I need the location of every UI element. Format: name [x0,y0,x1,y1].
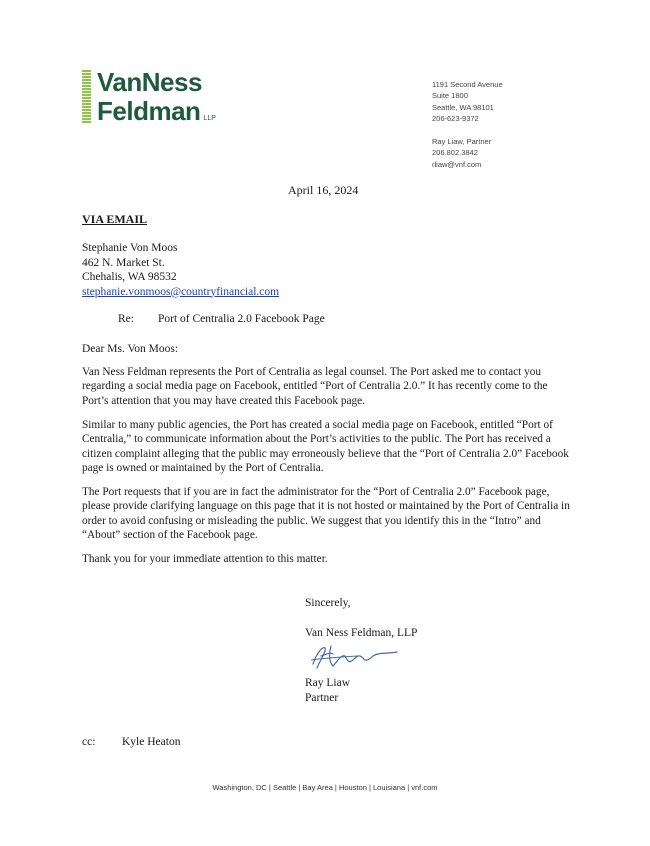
cc-label: cc: [82,736,96,748]
signer-title: Partner [305,691,339,704]
letter-date: April 16, 2024 [288,183,359,197]
sender-contact [432,136,491,170]
valediction: Sincerely, [305,597,351,609]
signer-name: Ray Liaw [305,677,351,689]
address-line: Suite 1800 [432,91,468,101]
delivery-method: VIA EMAIL [82,212,148,226]
logo-suffix: LLP [203,115,216,122]
letter-body [82,365,572,576]
cc-name: Kyle Heaton [122,736,181,748]
recipient-city: Chehalis, WA 98532 [82,271,177,283]
re-label: Re: [118,313,134,325]
body-paragraph: The Port requests that if you are in fact the administrator for the “Port of Centralia 2.0” Facebook page, please provide clarifying language on this page that it is not hosted or maintained by the Port of Centralia in order to avoid confusing or misleading the public. We suggest that you identify this in the “Intro” and “About” section of the Facebook page. [82,486,570,542]
logo-line-2: Feldman [97,96,201,126]
address-line: 1191 Second Avenue [432,80,503,89]
office-footer: Washington, DC | Seattle | Bay Area | Houston | Louisiana | vnf.com [212,783,438,792]
signer-block [305,676,350,705]
contact-line: 206.802.3842 [432,148,478,158]
salutation: Dear Ms. Von Moos: [82,343,179,355]
subject-line [118,313,325,325]
logo-line-1: VanNess [97,67,202,97]
re-subject: Port of Centralia 2.0 Facebook Page [158,313,325,325]
contact-line: Ray Liaw, Partner [432,137,492,146]
body-paragraph: Thank you for your immediate attention to this matter. [82,553,328,566]
recipient-street: 462 N. Market St. [82,256,165,269]
logo-wordmark [97,68,216,133]
body-paragraph: Van Ness Feldman represents the Port of Centralia as legal counsel. The Port asked me to contact you regarding a social media page on Facebook, entitled “Port of Centralia 2.0.” It has recently come to the Port’s attention that you may have created this Facebook page. [82,366,548,407]
cc-line [82,736,180,748]
closing-firm: Van Ness Feldman, LLP [305,626,418,639]
recipient-name: Stephanie Von Moos [82,242,178,254]
body-paragraph: Similar to many public agencies, the Port has created a social media page on Facebook, entitled “Port of Centralia,” to communicate information about the Port’s activities to the public. The Port has received a citizen complaint alleging that the public may erroneously believe that the “Port of Centralia 2.0” Facebook page is owned or maintained by the Port of Centralia. [82,418,569,475]
handwritten-signature [305,642,405,672]
address-line: Seattle, WA 98101 [432,102,494,112]
closing-block [305,596,417,640]
recipient-block [82,241,279,299]
recipient-email-link[interactable]: stephanie.vonmoos@countryfinancial.com [82,285,280,298]
firm-address [432,79,503,124]
address-line: 206-623-9372 [432,113,479,123]
logo-stripe-bar [82,70,91,126]
contact-line: rliaw@vnf.com [432,159,482,169]
